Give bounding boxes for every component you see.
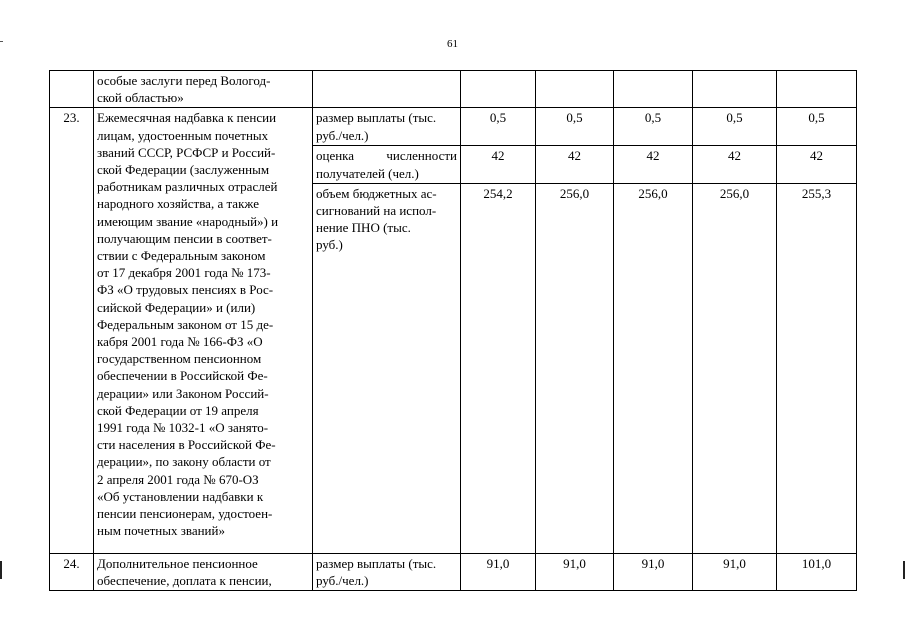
description-line: 1991 года № 1032-1 «О занято-: [97, 420, 269, 436]
value-cell: 42: [461, 146, 536, 183]
description-line: Федеральным законом от 15 де-: [97, 316, 274, 332]
pension-measures-table: [49, 70, 857, 591]
value-cell: 0,5: [777, 108, 857, 146]
indicator-label-line: размер выплаты (тыс.: [316, 555, 437, 571]
description-line: Ежемесячная надбавка к пенсии: [97, 110, 277, 126]
value-cell: 0,5: [614, 108, 693, 146]
description-line: народного хозяйства, а также: [97, 196, 259, 212]
indicator-label-line: объем бюджетных ас-: [316, 185, 437, 201]
value-cell: 91,0: [693, 553, 777, 590]
indicator-label-line: нение ПНО (тыс.: [316, 220, 411, 236]
description-line: Дополнительное пенсионное: [97, 555, 258, 571]
description-line: сти населения в Российской Фе-: [97, 437, 276, 453]
value-cell: 42: [536, 146, 614, 183]
measure-description: [94, 553, 313, 590]
description-line: лицам, удостоенным почетных: [97, 127, 269, 143]
table-row: [50, 71, 857, 108]
indicator-label-line: размер выплаты (тыс.: [316, 110, 437, 126]
row-number: 24.: [50, 553, 94, 590]
value-cell: [777, 71, 857, 108]
indicator-label: [313, 183, 461, 553]
scan-edge-mark: [0, 41, 3, 42]
indicator-label-line: руб.): [316, 237, 343, 253]
indicator-label-line: руб./чел.): [316, 573, 369, 589]
value-cell: 42: [614, 146, 693, 183]
value-cell: 0,5: [536, 108, 614, 146]
indicator-label: [313, 108, 461, 146]
indicator-label-line: получателей (чел.): [316, 165, 419, 181]
indicator-label: [313, 146, 461, 183]
value-cell: 256,0: [536, 183, 614, 553]
page-number: 61: [447, 38, 458, 50]
value-cell: 256,0: [614, 183, 693, 553]
description-line: ской Федерации от 19 апреля: [97, 402, 259, 418]
description-line: 2 апреля 2001 года № 670-ОЗ: [97, 471, 259, 487]
description-line: обеспечение, доплата к пенсии,: [97, 573, 272, 589]
value-cell: 42: [693, 146, 777, 183]
measure-description: [94, 108, 313, 553]
indicator-label-line: сигнований на испол-: [316, 203, 437, 219]
description-line: особые заслуги перед Вологод-: [97, 73, 271, 88]
indicator-cell: [313, 71, 461, 108]
value-cell: 0,5: [461, 108, 536, 146]
indicator-label-line: оценка численности: [316, 148, 457, 164]
description-line: ным почетных званий»: [97, 523, 225, 539]
indicator-label: [313, 553, 461, 590]
value-cell: [536, 71, 614, 108]
indicator-label-line: руб./чел.): [316, 127, 369, 143]
description-line: пенсии пенсионерам, удостоен-: [97, 506, 273, 522]
description-line: ФЗ «О трудовых пенсиях в Рос-: [97, 282, 274, 298]
description-line: работникам различных отраслей: [97, 179, 278, 195]
description-line: званий СССР, РСФСР и Россий-: [97, 144, 276, 160]
value-cell: 91,0: [461, 553, 536, 590]
description-line: ской Федерации (заслуженным: [97, 162, 270, 178]
description-line: кабря 2001 года № 166-ФЗ «О: [97, 334, 263, 350]
value-cell: [693, 71, 777, 108]
description-line: сийской Федерации» и (или): [97, 299, 256, 315]
description-line: «Об установлении надбавки к: [97, 488, 264, 504]
description-line: дерации», по закону области от: [97, 454, 271, 470]
description-line: государственном пенсионном: [97, 351, 262, 367]
value-cell: 91,0: [614, 553, 693, 590]
measure-description: [94, 71, 313, 108]
value-cell: 254,2: [461, 183, 536, 553]
description-line: ствии с Федеральным законом: [97, 248, 266, 264]
description-line: дерации» или Законом Россий-: [97, 385, 269, 401]
description-line: ской областью»: [97, 90, 184, 106]
description-line: получающим пенсии в соответ-: [97, 230, 272, 246]
table-row: [50, 108, 857, 146]
row-number: [50, 71, 94, 108]
value-cell: 256,0: [693, 183, 777, 553]
row-number: 23.: [50, 108, 94, 553]
value-cell: [614, 71, 693, 108]
value-cell: 101,0: [777, 553, 857, 590]
value-cell: 255,3: [777, 183, 857, 553]
description-line: от 17 декабря 2001 года № 173-: [97, 265, 271, 281]
value-cell: [461, 71, 536, 108]
value-cell: 0,5: [693, 108, 777, 146]
value-cell: 42: [777, 146, 857, 183]
value-cell: 91,0: [536, 553, 614, 590]
table-row: [50, 553, 857, 590]
scan-edge-mark: [0, 561, 2, 579]
description-line: обеспечении в Российской Фе-: [97, 368, 268, 384]
description-line: имеющим звание «народный») и: [97, 213, 279, 229]
